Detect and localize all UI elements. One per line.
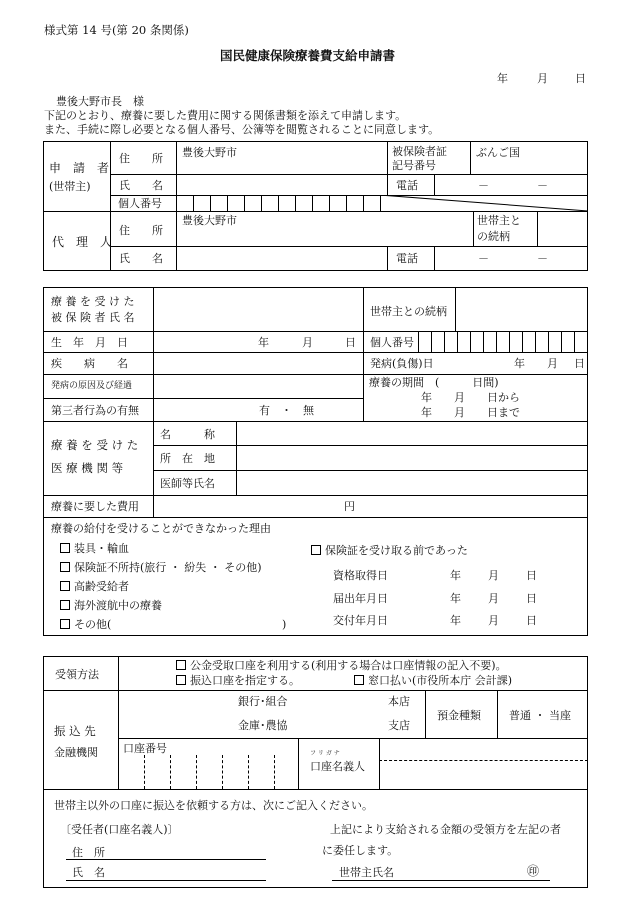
patient-relation-label: 世帯主との続柄: [370, 305, 447, 318]
delegate-text-2: に委任します。: [322, 844, 399, 857]
receipt-option-counter[interactable]: 窓口払い(市役所本庁 会計課): [354, 675, 512, 686]
applicant-address-label: 住 所: [119, 152, 163, 165]
bank-label: 振 込 先: [54, 724, 96, 738]
disease-label: 疾 病 名: [51, 357, 128, 370]
insured-no-value[interactable]: ぶんご国: [476, 146, 520, 159]
agent-phone-dash-2: －: [537, 252, 548, 265]
reason-checkbox-3[interactable]: 高齢受給者: [60, 581, 129, 592]
patient-label-2: 被 保 険 者 氏 名: [51, 311, 135, 324]
checkbox-icon: [60, 581, 70, 591]
issue-month: 月: [488, 614, 499, 627]
bank-type-1: 銀行･組合: [238, 695, 288, 708]
patient-label: 療 養 を 受 け た: [51, 295, 135, 308]
applicant-phone-dash-2: －: [537, 179, 548, 192]
cost-label: 療養に要した費用: [51, 500, 139, 513]
account-number-label: 口座番号: [123, 742, 167, 755]
checkbox-icon: [176, 675, 186, 685]
notify-month: 月: [488, 592, 499, 605]
deposit-type-label: 預金種類: [437, 709, 481, 722]
institution-label-2: 医 療 機 関 等: [51, 461, 124, 475]
institution-label: 療 養 を 受 け た: [51, 438, 139, 452]
agent-address-label: 住 所: [119, 224, 163, 237]
date-label-notify: 届出年月日: [333, 592, 388, 605]
onset-day: 日: [574, 357, 585, 370]
reason-checkbox-5[interactable]: その他(: [60, 619, 111, 630]
receipt-option-transfer[interactable]: 振込口座を指定する。: [176, 675, 300, 686]
receipt-method-label: 受領方法: [55, 668, 99, 681]
delegate-text-1: 上記により支給される金額の受領方を左記の者: [330, 823, 561, 836]
page-title: 国民健康保険療養費支給申請書: [220, 48, 396, 63]
intro-line-1: 下記のとおり、療養に要した費用に関する関係書類を添えて申請します。: [44, 109, 407, 122]
patient-mynumber-label: 個人番号: [370, 336, 414, 349]
checkbox-icon: [60, 619, 70, 629]
addressee: 豊後大野市長 様: [56, 95, 144, 108]
birth-month: 月: [302, 336, 313, 349]
reason-title: 療養の給付を受けることができなかった理由: [51, 522, 271, 535]
delegate-address-label: 住 所: [72, 846, 105, 859]
date-label-qualify: 資格取得日: [333, 569, 388, 582]
birth-label: 生 年 月 日: [51, 336, 128, 349]
receipt-option-public[interactable]: 公金受取口座を利用する(利用する場合は口座情報の記入不要)。: [176, 660, 507, 671]
birth-day: 日: [345, 336, 356, 349]
seal-mark: ㊞: [527, 864, 540, 878]
holder-ruby: フ リ ガ ナ: [310, 750, 340, 757]
birth-year: 年: [258, 336, 269, 349]
insured-no-label-2: 記号番号: [392, 159, 436, 172]
onset-year: 年: [514, 357, 525, 370]
agent-relation-label-2: の続柄: [477, 230, 510, 243]
form-number: 様式第 14 号(第 20 条関係): [44, 23, 189, 37]
checkbox-icon: [60, 562, 70, 572]
reason-checkbox-1[interactable]: 装具・輸血: [60, 543, 129, 554]
date-label-issue: 交付年月日: [333, 614, 388, 627]
institution-doctor-label: 医師等氏名: [160, 477, 215, 490]
checkbox-icon: [354, 675, 364, 685]
applicant-sublabel: (世帯主): [49, 180, 91, 193]
agent-phone-label: 電話: [396, 252, 418, 265]
qualify-day: 日: [526, 569, 537, 582]
checkbox-icon: [311, 545, 321, 555]
agent-address-value[interactable]: 豊後大野市: [182, 214, 237, 227]
cause-label: 発病の原因及び経過: [51, 381, 133, 391]
reason-checkbox-4[interactable]: 海外渡航中の療養: [60, 600, 162, 611]
mynumber-strike: [380, 195, 588, 211]
issue-year: 年: [450, 614, 461, 627]
date-year: 年: [497, 72, 508, 85]
cost-unit: 円: [344, 500, 355, 513]
agent-phone-dash-1: －: [478, 252, 489, 265]
institution-address-label: 所 在 地: [160, 452, 215, 465]
householder-name-label: 世帯主氏名: [339, 866, 394, 879]
delegate-name-label: 氏 名: [72, 866, 105, 879]
notify-year: 年: [450, 592, 461, 605]
date-month: 月: [537, 72, 548, 85]
applicant-label: 申 請 者: [49, 161, 110, 175]
applicant-name-label: 氏 名: [119, 179, 163, 192]
onset-month: 月: [547, 357, 558, 370]
checkbox-icon: [60, 543, 70, 553]
third-party-label: 第三者行為の有無: [51, 404, 139, 417]
agent-relation-label: 世帯主と: [477, 214, 521, 227]
date-day: 日: [575, 72, 586, 85]
period-from: 年 月 日から: [421, 391, 520, 404]
applicant-phone-label: 電話: [396, 179, 418, 192]
onset-label: 発病(負傷)日: [370, 357, 434, 370]
applicant-address-value[interactable]: 豊後大野市: [182, 146, 237, 159]
reason-other-close: ): [282, 618, 287, 631]
period-label: 療養の期間 ( 日間): [369, 376, 499, 389]
qualify-month: 月: [488, 569, 499, 582]
qualify-year: 年: [450, 569, 461, 582]
delegate-note: 世帯主以外の口座に振込を依頼する方は、次にご記入ください。: [54, 799, 373, 812]
period-to: 年 月 日まで: [421, 406, 520, 419]
deposit-type-value[interactable]: 普通 ・ 当座: [509, 709, 571, 722]
agent-name-label: 氏 名: [119, 252, 163, 265]
reason-checkbox-card[interactable]: 保険証を受け取る前であった: [311, 545, 468, 556]
checkbox-icon: [60, 600, 70, 610]
branch-sub: 支店: [388, 719, 410, 732]
agent-label: 代 理 人: [52, 235, 113, 249]
institution-name-label: 名 称: [160, 428, 215, 441]
reason-checkbox-2[interactable]: 保険証不所持(旅行 ・ 紛失 ・ その他): [60, 562, 262, 573]
checkbox-icon: [176, 660, 186, 670]
bank-label-2: 金融機関: [54, 746, 98, 759]
third-party-value[interactable]: 有 ・ 無: [259, 404, 314, 417]
applicant-mynumber-label: 個人番号: [118, 197, 162, 210]
issue-day: 日: [526, 614, 537, 627]
branch-main: 本店: [388, 695, 410, 708]
account-holder-label: 口座名義人: [310, 760, 365, 773]
intro-line-2: また、手続に際し必要となる個人番号、公簿等を閲覧されることに同意します。: [44, 123, 440, 136]
bank-type-2: 金庫･農協: [238, 719, 288, 732]
applicant-phone-dash-1: －: [478, 179, 489, 192]
notify-day: 日: [526, 592, 537, 605]
insured-no-label: 被保険者証: [392, 145, 447, 158]
delegate-title: 〔受任者(口座名義人)〕: [60, 823, 179, 836]
